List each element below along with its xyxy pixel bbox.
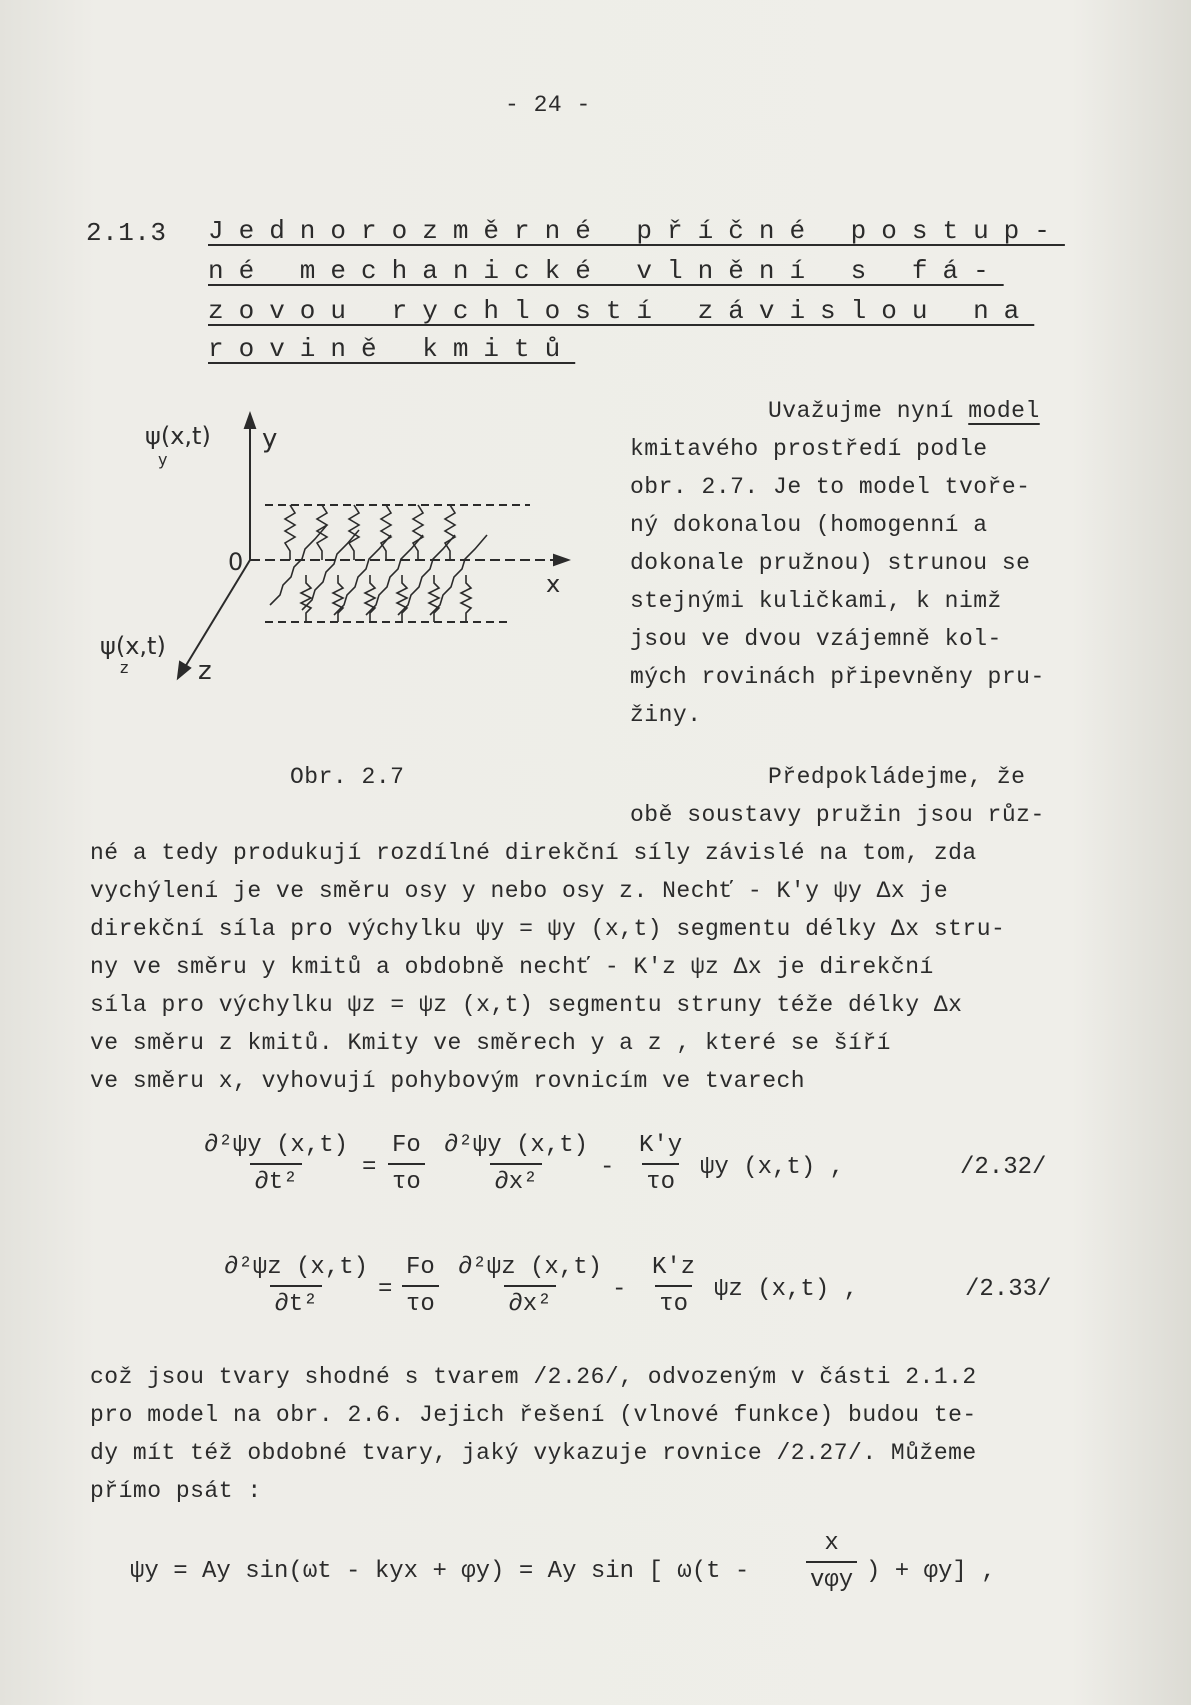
side-text-line-6: stejnými kuličkami, k nimž bbox=[630, 588, 1002, 614]
final-eq-x-fraction: x vφy bbox=[806, 1530, 857, 1594]
origin-label: 0 bbox=[228, 548, 244, 576]
side-text-line-4: ný dokonalou (homogenní a bbox=[630, 512, 988, 538]
final-eq-left: ψy = Ay sin(ωt - kyx + φy) = Ay sin [ ω(t - bbox=[130, 1558, 750, 1585]
para3-line-2: pro model na obr. 2.6. Jejich řešení (vlnové funkce) budou te- bbox=[90, 1402, 977, 1428]
para2-line-6: ve směru z kmitů. Kmity ve směrech y a z , které se šíří bbox=[90, 1030, 891, 1056]
figure-caption: Obr. 2.7 bbox=[290, 764, 405, 790]
eq232-k-fraction: $\frac{K'y}{\tau o}$ bbox=[639, 1132, 683, 1196]
eq232-tail: ψy (x,t) , bbox=[700, 1154, 845, 1181]
eq232-d-fraction: $\frac{\text{∂²ψy (x,t)}}{\text{∂x²}}$ bbox=[444, 1132, 589, 1196]
figure-2-7 bbox=[90, 410, 590, 700]
psi-y-subscript: y bbox=[158, 450, 168, 469]
para3-line-3: dy mít též obdobné tvary, jaký vykazuje rovnice /2.27/. Můžeme bbox=[90, 1440, 977, 1466]
para3-line-1: což jsou tvary shodné s tvarem /2.26/, odvozeným v části 2.1.2 bbox=[90, 1364, 977, 1390]
para2-line-3: direkční síla pro výchylku ψy = ψy (x,t) segmentu délky Δx stru- bbox=[90, 916, 1006, 942]
eq233-lhs-fraction: $\frac{\text{∂²ψz (x,t)}}{\text{∂t²}}$ bbox=[224, 1254, 369, 1318]
side-text-line-5: dokonale pružnou) strunou se bbox=[630, 550, 1031, 576]
para2-line-2: vychýlení je ve směru osy y nebo osy z. Nechť - K′y ψy Δx je bbox=[90, 878, 949, 904]
para2-right-line-2: obě soustavy pružin jsou růz- bbox=[630, 802, 1045, 828]
final-eq-right: ) + φy] , bbox=[866, 1558, 996, 1585]
side-text-line-7: jsou ve dvou vzájemně kol- bbox=[630, 626, 1002, 652]
para2-line-4: ny ve směru y kmitů a obdobně nechť - K′z ψz Δx je direkční bbox=[90, 954, 934, 980]
para2-right-line-1: Předpokládejme, že bbox=[768, 764, 1026, 790]
section-title-line-3: zovou rychlostí závislou na bbox=[208, 296, 1035, 326]
side-text-line-8: mých rovinách připevněny pru- bbox=[630, 664, 1045, 690]
section-title-line-2: né mechanické vlnění s fá- bbox=[208, 256, 1004, 286]
x-axis-label: x bbox=[546, 570, 561, 598]
side-text-line-1: Uvažujme nyní model bbox=[768, 398, 1040, 424]
psi-y-label: ψ(x,t) bbox=[145, 422, 211, 450]
side-text-line-3: obr. 2.7. Je to model tvoře- bbox=[630, 474, 1031, 500]
eq232-f-fraction: $\frac{Fo}{\tau o}$ bbox=[388, 1132, 425, 1196]
equation-2-32 bbox=[200, 1132, 1100, 1227]
eq232-label: /2.32/ bbox=[960, 1154, 1047, 1181]
eq232-minus: - bbox=[600, 1154, 615, 1181]
side-text-line-9: žiny. bbox=[630, 702, 702, 728]
eq232-equals: = bbox=[362, 1154, 377, 1181]
eq233-minus: - bbox=[612, 1276, 627, 1303]
eq233-equals: = bbox=[378, 1276, 393, 1303]
z-axis-label: z bbox=[198, 656, 212, 686]
section-title-line-1: Jednorozměrné příčné postup- bbox=[208, 216, 1065, 246]
para2-line-5: síla pro výchylku ψz = ψz (x,t) segmentu struny téže délky Δx bbox=[90, 992, 963, 1018]
underlined-model: model bbox=[968, 398, 1040, 424]
eq233-f-fraction: $\frac{Fo}{\tau o}$ bbox=[402, 1254, 439, 1318]
section-number: 2.1.3 bbox=[86, 218, 167, 248]
para2-line-7: ve směru x, vyhovují pohybovým rovnicím ve tvarech bbox=[90, 1068, 806, 1094]
side-text-line-2: kmitavého prostředí podle bbox=[630, 436, 988, 462]
eq233-tail: ψz (x,t) , bbox=[714, 1276, 859, 1303]
psi-z-label: ψ(x,t) bbox=[100, 632, 166, 660]
page-number: - 24 - bbox=[505, 92, 591, 118]
y-axis-label: y bbox=[262, 424, 278, 454]
eq233-label: /2.33/ bbox=[965, 1276, 1052, 1303]
wave-function-equation bbox=[130, 1530, 1030, 1640]
eq232-lhs-fraction: $\frac{\text{∂²ψy (x,t)}}{\text{∂t²}}$ bbox=[204, 1132, 349, 1196]
eq233-k-fraction: $\frac{K'z}{\tau o}$ bbox=[652, 1254, 696, 1318]
eq233-d-fraction: $\frac{\text{∂²ψz (x,t)}}{\text{∂x²}}$ bbox=[458, 1254, 603, 1318]
para2-line-1: né a tedy produkují rozdílné direkční síly závislé na tom, zda bbox=[90, 840, 977, 866]
para3-line-4: přímo psát : bbox=[90, 1478, 262, 1504]
psi-z-subscript: z bbox=[120, 658, 129, 677]
section-title-line-4: rovině kmitů bbox=[208, 334, 576, 364]
equation-2-33 bbox=[220, 1254, 1100, 1349]
